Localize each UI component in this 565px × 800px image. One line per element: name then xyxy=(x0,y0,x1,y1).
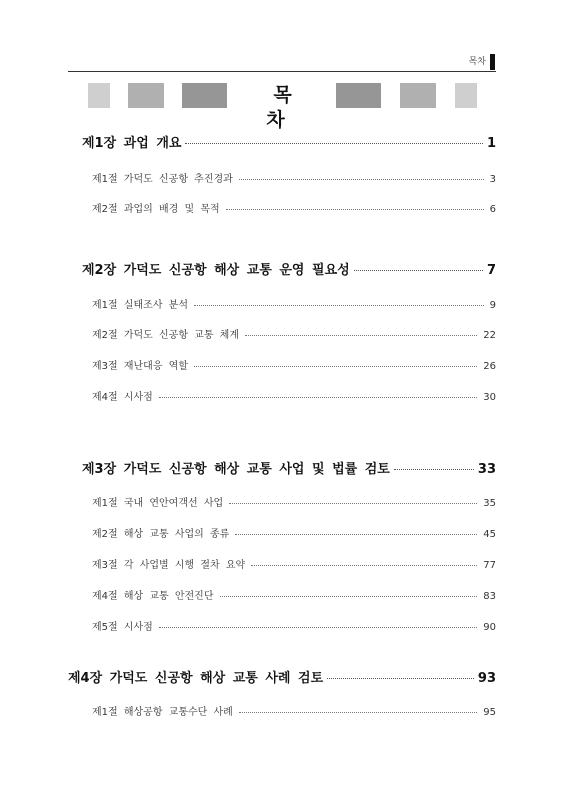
toc-chapter-4[interactable] xyxy=(68,667,496,687)
section-page-number: 3 xyxy=(489,174,496,185)
dot-leader xyxy=(245,335,477,336)
dot-leader xyxy=(239,712,477,713)
toc-chapter-2[interactable] xyxy=(82,259,496,279)
dot-leader xyxy=(354,270,483,271)
toc-title: 목 차 xyxy=(266,84,306,131)
section-title: 제3절 각 사업별 시행 절차 요약 xyxy=(92,560,246,571)
section-title: 제5절 시사점 xyxy=(92,622,153,633)
toc-section-1-1[interactable] xyxy=(92,170,496,186)
dot-leader xyxy=(327,678,474,679)
deco-block-right-3 xyxy=(455,83,477,108)
section-page-number: 45 xyxy=(483,529,496,540)
section-title: 제1절 실태조사 분석 xyxy=(92,300,188,311)
dot-leader xyxy=(251,565,477,566)
deco-block-right-1 xyxy=(336,83,381,108)
chapter-title: 제4장 가덕도 신공항 해상 교통 사례 검토 xyxy=(68,671,324,686)
toc-section-3-1[interactable] xyxy=(92,494,496,510)
section-title: 제4절 해상 교통 안전진단 xyxy=(92,591,214,602)
section-title: 제2절 가덕도 신공항 교통 체계 xyxy=(92,330,239,341)
chapter-page-number: 1 xyxy=(486,136,496,151)
chapter-title: 제2장 가덕도 신공항 해상 교통 운영 필요성 xyxy=(82,263,350,278)
toc-section-3-5[interactable] xyxy=(92,618,496,634)
section-title: 제2절 과업의 배경 및 목적 xyxy=(92,204,220,215)
chapter-title: 제1장 과업 개요 xyxy=(82,136,182,151)
section-page-number: 95 xyxy=(483,707,496,718)
section-title: 제3절 재난대응 역할 xyxy=(92,361,188,372)
dot-leader xyxy=(194,366,477,367)
chapter-page-number: 33 xyxy=(477,462,496,477)
section-title: 제1절 가덕도 신공항 추진경과 xyxy=(92,174,233,185)
toc-section-2-1[interactable] xyxy=(92,296,496,312)
toc-section-3-2[interactable] xyxy=(92,525,496,541)
toc-section-2-2[interactable] xyxy=(92,326,496,342)
section-page-number: 35 xyxy=(483,498,496,509)
section-page-number: 30 xyxy=(483,392,496,403)
chapter-page-number: 93 xyxy=(477,671,496,686)
dot-leader xyxy=(226,209,484,210)
dot-leader xyxy=(239,179,484,180)
dot-leader xyxy=(159,627,477,628)
section-page-number: 77 xyxy=(483,560,496,571)
dot-leader xyxy=(229,503,477,504)
section-title: 제4절 시사점 xyxy=(92,392,153,403)
section-title: 제2절 해상 교통 사업의 종류 xyxy=(92,529,230,540)
dot-leader xyxy=(220,596,478,597)
section-page-number: 22 xyxy=(483,330,496,341)
header-bar xyxy=(490,54,495,70)
dot-leader xyxy=(194,305,484,306)
section-page-number: 9 xyxy=(489,300,496,311)
section-page-number: 26 xyxy=(483,361,496,372)
section-title: 제1절 국내 연안여객선 사업 xyxy=(92,498,224,509)
section-page-number: 90 xyxy=(483,622,496,633)
section-page-number: 6 xyxy=(489,204,496,215)
dot-leader xyxy=(394,469,474,470)
toc-section-3-4[interactable] xyxy=(92,587,496,603)
toc-section-2-3[interactable] xyxy=(92,357,496,373)
deco-block-left-2 xyxy=(128,83,164,108)
header-label: 목차 xyxy=(468,57,486,67)
header-rule xyxy=(68,71,496,72)
toc-section-2-4[interactable] xyxy=(92,388,496,404)
toc-section-3-3[interactable] xyxy=(92,556,496,572)
chapter-page-number: 7 xyxy=(486,263,496,278)
toc-chapter-1[interactable] xyxy=(82,132,496,152)
deco-block-left-1 xyxy=(88,83,110,108)
dot-leader xyxy=(235,534,477,535)
dot-leader xyxy=(185,143,483,144)
chapter-title: 제3장 가덕도 신공항 해상 교통 사업 및 법률 검토 xyxy=(82,462,390,477)
dot-leader xyxy=(159,397,477,398)
toc-chapter-3[interactable] xyxy=(82,458,496,478)
deco-block-left-3 xyxy=(182,83,227,108)
toc-section-4-1[interactable] xyxy=(92,703,496,719)
section-title: 제1절 해상공항 교통수단 사례 xyxy=(92,707,233,718)
toc-section-1-2[interactable] xyxy=(92,200,496,216)
section-page-number: 83 xyxy=(483,591,496,602)
deco-block-right-2 xyxy=(400,83,436,108)
